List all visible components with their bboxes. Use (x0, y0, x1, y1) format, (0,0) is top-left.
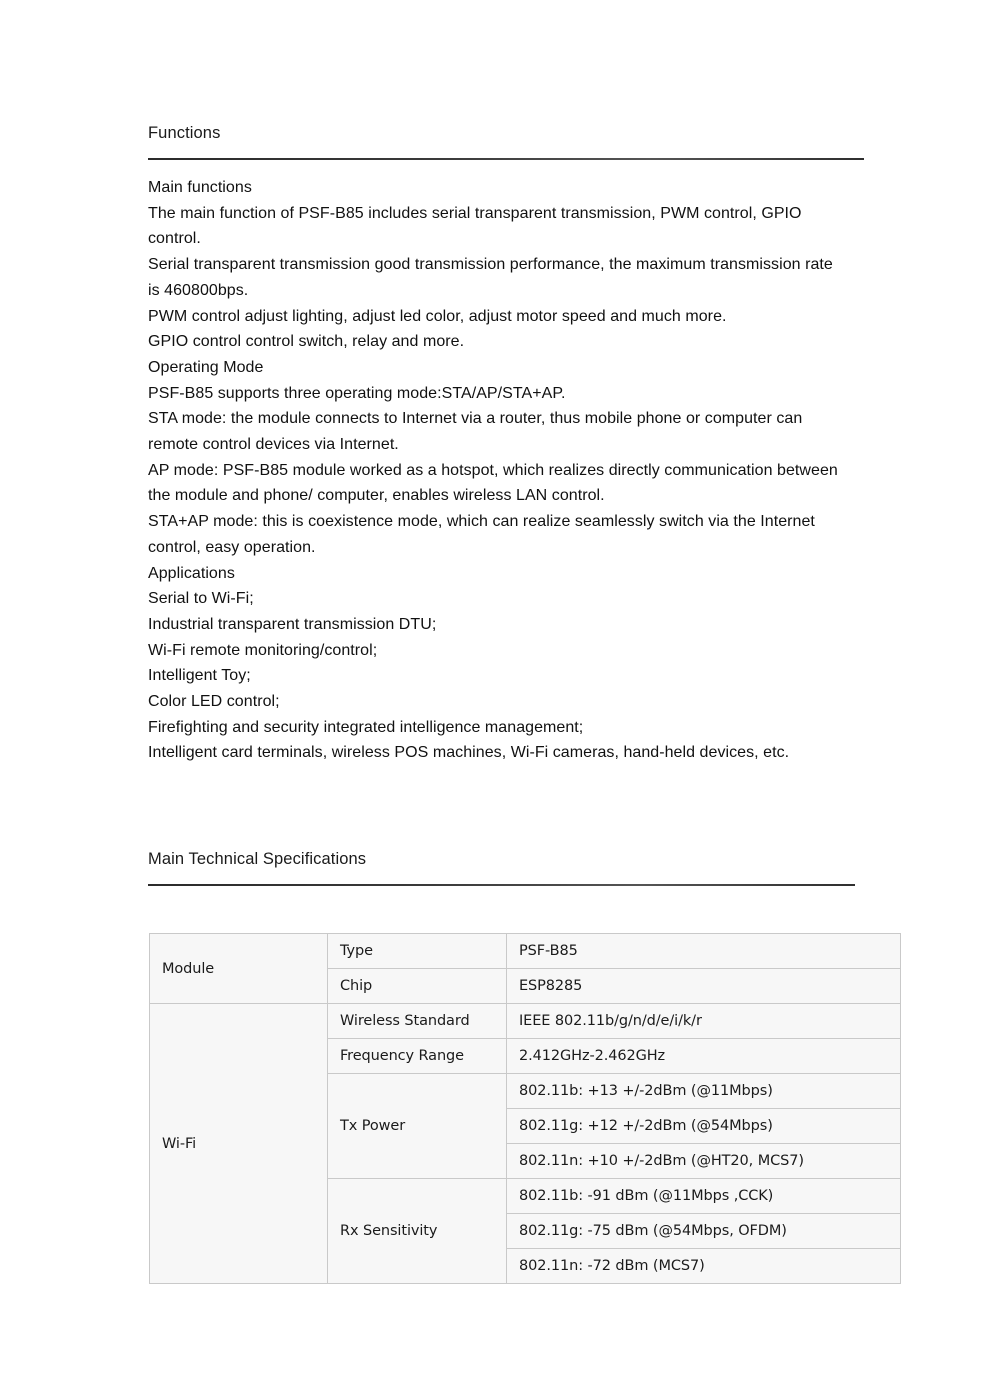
table-cell-param-chip: Chip (328, 969, 507, 1004)
paragraph-gpio-control: GPIO control control switch, relay and more. (148, 333, 465, 351)
paragraph-application-card-terminals: Intelligent card terminals, wireless POS machines, Wi-Fi cameras, hand-held devices, etc. (148, 744, 790, 762)
table-cell-group-wifi: Wi-Fi (150, 1004, 328, 1284)
table-cell-param-rx-sensitivity: Rx Sensitivity (328, 1179, 507, 1284)
section-rule-specifications (148, 884, 855, 886)
paragraph-applications-label: Applications (148, 564, 235, 582)
paragraph-main-functions-label: Main functions (148, 179, 252, 196)
table-cell-value-rx-sensitivity-g: 802.11g: -75 dBm (@54Mbps, OFDM) (507, 1214, 901, 1249)
paragraph-operating-modes-list: PSF-B85 supports three operating mode:STA/AP/STA+AP. (148, 384, 566, 402)
table-row (150, 934, 901, 969)
paragraph-application-firefighting: Firefighting and security integrated intelligence management; (148, 718, 584, 736)
table-cell-value-type: PSF-B85 (507, 934, 901, 969)
specifications-table (149, 933, 901, 1284)
paragraph-application-dtu: Industrial transparent transmission DTU; (148, 615, 437, 633)
paragraph-application-color-led: Color LED control; (148, 693, 280, 711)
functions-body-text (148, 175, 848, 766)
table-cell-param-tx-power: Tx Power (328, 1074, 507, 1179)
paragraph-sta-mode: STA mode: the module connects to Internet via a router, thus mobile phone or computer can remote control devices via Internet. (148, 410, 803, 454)
paragraph-pwm-control: PWM control adjust lighting, adjust led color, adjust motor speed and much more. (148, 307, 727, 325)
paragraph-sta-ap-mode: STA+AP mode: this is coexistence mode, which can realize seamlessly switch via the Internet control, easy operation. (148, 513, 815, 556)
table-cell-value-tx-power-n: 802.11n: +10 +/-2dBm (@HT20, MCS7) (507, 1144, 901, 1179)
paragraph-application-intelligent-toy: Intelligent Toy; (148, 667, 251, 685)
table-cell-value-tx-power-b: 802.11b: +13 +/-2dBm (@11Mbps) (507, 1074, 901, 1109)
paragraph-ap-mode: AP mode: PSF-B85 module worked as a hotspot, which realizes directly communication between the module and phone/ computer, enables wireless LAN control. (148, 461, 838, 505)
specifications-table-container (149, 933, 861, 1284)
table-row (150, 1004, 901, 1039)
section-heading-functions: Functions (148, 124, 221, 142)
paragraph-application-remote-monitor: Wi-Fi remote monitoring/control; (148, 641, 378, 659)
table-cell-group-module: Module (150, 934, 328, 1004)
paragraph-serial-transmission: Serial transparent transmission good transmission performance, the maximum transmission rate is 460800bps. (148, 256, 833, 299)
table-cell-value-wireless-standard: IEEE 802.11b/g/n/d/e/i/k/r (507, 1004, 901, 1039)
table-cell-param-type: Type (328, 934, 507, 969)
table-cell-value-frequency-range: 2.412GHz-2.462GHz (507, 1039, 901, 1074)
table-cell-value-rx-sensitivity-b: 802.11b: -91 dBm (@11Mbps ,CCK) (507, 1179, 901, 1214)
table-cell-param-frequency-range: Frequency Range (328, 1039, 507, 1074)
table-cell-value-tx-power-g: 802.11g: +12 +/-2dBm (@54Mbps) (507, 1109, 901, 1144)
paragraph-application-serial-to-wifi: Serial to Wi-Fi; (148, 590, 254, 608)
table-cell-param-wireless-standard: Wireless Standard (328, 1004, 507, 1039)
paragraph-main-function-description: The main function of PSF-B85 includes serial transparent transmission, PWM control, GPIO control. (148, 204, 802, 248)
paragraph-operating-mode-label: Operating Mode (148, 358, 264, 376)
section-heading-specifications: Main Technical Specifications (148, 850, 367, 868)
section-rule-functions (148, 158, 864, 160)
table-cell-value-rx-sensitivity-n: 802.11n: -72 dBm (MCS7) (507, 1249, 901, 1284)
table-cell-value-chip: ESP8285 (507, 969, 901, 1004)
